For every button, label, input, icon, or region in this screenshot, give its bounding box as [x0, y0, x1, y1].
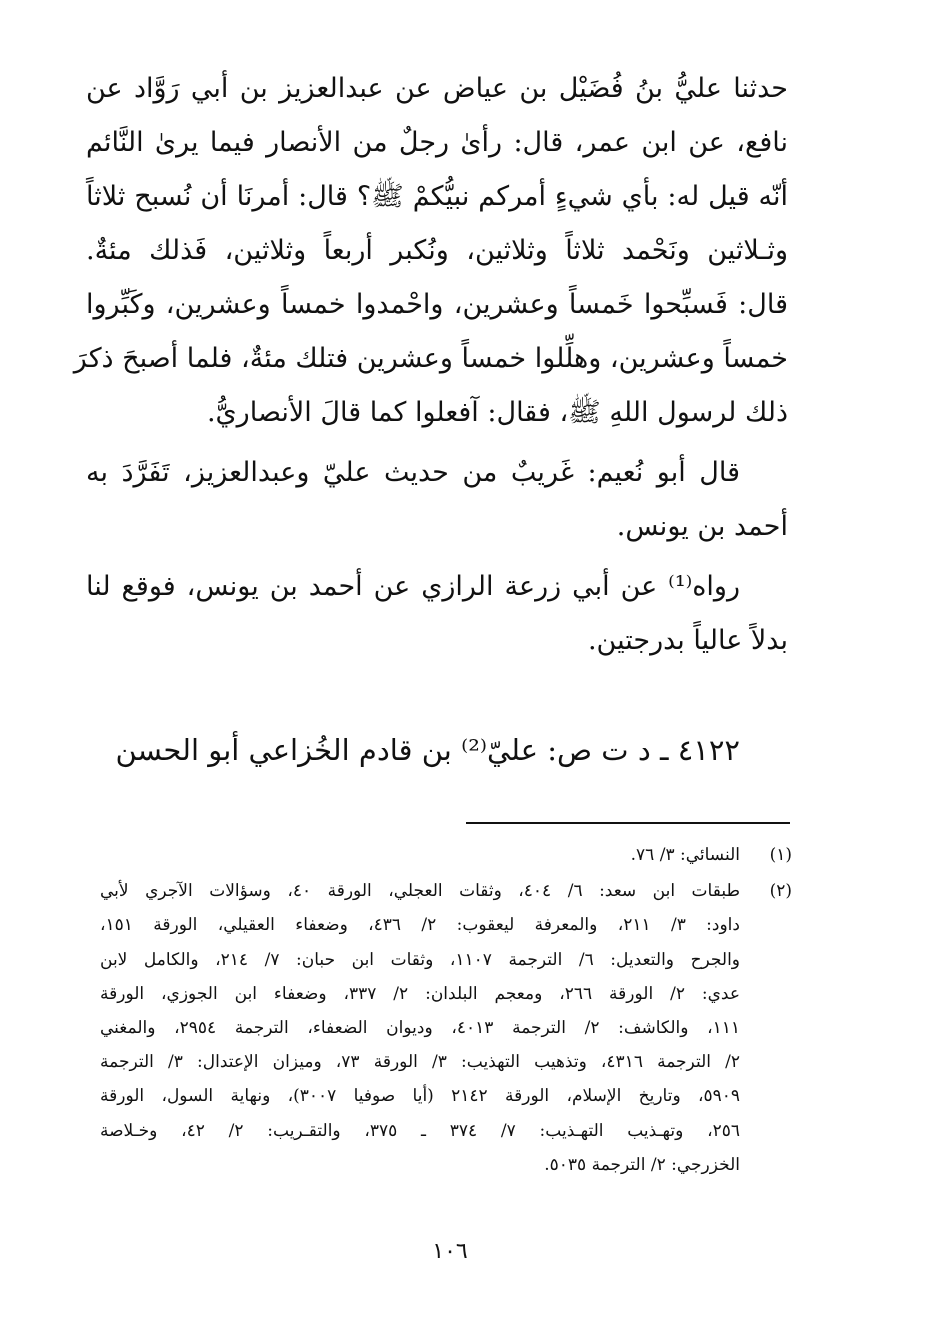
footnote [100, 874, 792, 1182]
footnote-line: داود: ٣/ ٢١١، والمعرفة ليعقوب: ٢/ ٤٣٦، وضعفاء العقيلي، الورقة ١٥١، [100, 915, 740, 936]
footnote-separator [466, 822, 790, 824]
footnote-line: النسائي: ٣/ ٧٦. [630, 845, 740, 865]
footnote-line: ٢٥٦، وتهـذيب التهـذيب: ٧/ ٣٧٤ ـ ٣٧٥، والتقـريب: ٢/ ٤٢، وخـلاصة [100, 1120, 740, 1141]
text-line: قال أبو نُعيم: غَريبٌ من حديث عليّ وعبدالعزيز، تَفَرَّدَ به [86, 457, 740, 488]
text-line: رواه⁽¹⁾ عن أبي زرعة الرازي عن أحمد بن يونس، فوقع لنا [86, 571, 740, 602]
footnote-line: والجرح والتعديل: ٦/ الترجمة ١١٠٧، وثقات ابن حبان: ٧/ ٢١٤، والكامل لابن [100, 949, 741, 970]
footnote [100, 838, 792, 872]
footnote-body [100, 874, 740, 1182]
footnote-number: (١) [769, 845, 792, 865]
footnote-number: (٢) [769, 881, 792, 902]
text-line: وثـلاثين ونَحْمد ثلاثاً وثلاثين، ونُكبر أربعاً وثلاثين، فَذلك مئةٌ. [86, 235, 788, 266]
footnote-line: عدي: ٢/ الورقة ٢٦٦، ومعجم البلدان: ٢/ ٣٣٧، وضعفاء ابن الجوزي، الورقة [100, 983, 741, 1004]
text-line: ذلك لرسول اللهِ ﷺ، فقال: آفعلوا كما قالَ الأنصاريُّ. [206, 397, 788, 428]
footnote-body [100, 838, 740, 872]
footnote-line: طبقات ابن سعد: ٦/ ٤٠٤، وثقات العجلي، الورقة ٤٠، وسؤالات الآجري لأبي [100, 881, 740, 902]
main-text [73, 62, 788, 668]
footnote-line: ٥٩٠٩، وتاريخ الإسلام، الورقة ٢١٤٢ (أيا صوفيا ٣٠٠٧)، ونهاية السول، الورقة [100, 1086, 740, 1107]
text-line: قال: فَسبِّحوا خَمساً وعشرين، واحْمدوا خمساً وعشرين، وكَبِّروا [86, 289, 788, 320]
text-line: أنّه قيل له: بأي شيءٍ أمركم نبيُّكمْ ﷺ؟ قال: أمرنَا أن نُسبح ثلاثاً [86, 181, 788, 212]
page-number: ١٠٦ [432, 1239, 468, 1264]
text-line: نافع، عن ابن عمر، قال: رأىٰ رجلٌ من الأنصار فيما يرىٰ النَّائم [86, 127, 788, 158]
footnote-line: الخزرجي: ٢/ الترجمة ٥٠٣٥. [544, 1154, 740, 1175]
text-line: أحمد بن يونس. [616, 511, 788, 542]
footnotes [100, 838, 792, 1182]
footnote-line: ٢/ الترجمة ٤٣١٦، وتذهيب التهذيب: ٣/ الورقة ٧٣، وميزان الإعتدال: ٣/ الترجمة [100, 1052, 740, 1073]
text-line: حدثنا عليُّ بنُ فُضَيْل بن عياض عن عبدالعزيز بن أبي رَوَّاد عن [86, 73, 788, 104]
footnote-line: ١١١، والكاشف: ٢/ الترجمة ٤٠١٣، وديوان الضعفاء، الترجمة ٢٩٥٤، والمغني [100, 1017, 741, 1038]
text-line: خمساً وعشرين، وهلِّلوا خمساً وعشرين فتلك مئةٌ، فلما أصبحَ ذكرَ [73, 343, 788, 374]
text-line: بدلاً عالياً بدرجتين. [587, 625, 788, 656]
entry-heading: ٤١٢٢ ـ د ت ص: عليّ⁽²⁾ بن قادم الخُزاعي أبو الحسن [115, 733, 740, 767]
